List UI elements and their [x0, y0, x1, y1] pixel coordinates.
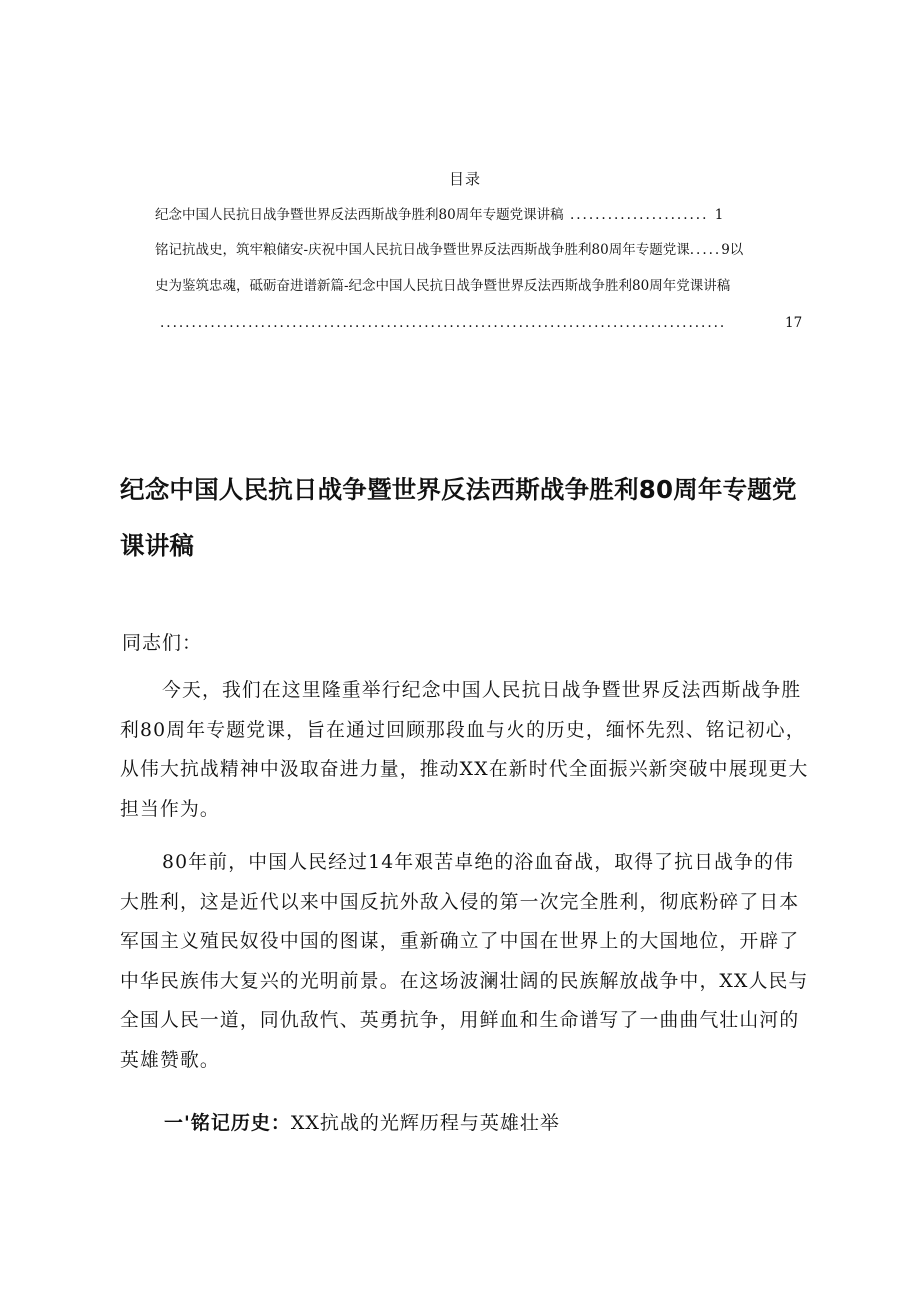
toc-entry-2[interactable] — [155, 240, 743, 260]
document-title: 纪念中国人民抗日战争暨世界反法西斯战争胜利80周年专题党课讲稿 — [120, 475, 797, 560]
toc-entry-text: 铭记抗战史，筑牢粮储安-庆祝中国人民抗日战争暨世界反法西斯战争胜利80周年专题党课 — [155, 242, 690, 258]
toc-entry-3-continued[interactable] — [160, 313, 805, 333]
toc-entry-text: 史为鉴筑忠魂，砥砺奋进谱新篇-纪念中国人民抗日战争暨世界反法西斯战争胜利80周年党课讲稿 — [155, 278, 731, 294]
toc-entry-text: 纪念中国人民抗日战争暨世界反法西斯战争胜利80周年专题党课讲稿 — [155, 207, 564, 223]
toc-leader-dots: .......................................................................................... — [160, 315, 727, 331]
body-paragraph: 今天，我们在这里隆重举行纪念中国人民抗日战争暨世界反法西斯战争胜利80周年专题党课，旨在通过回顾那段血与火的历史，缅怀先烈、铭记初心，从伟大抗战精神中汲取奋进力量，推动XX在新时代全面振兴新突破中展现更大担当作为。 — [120, 680, 809, 820]
toc-entry-1[interactable] — [155, 205, 723, 225]
toc-leader-dots: ...................... — [563, 207, 715, 223]
section-heading-prefix: 一'铭记历史： — [164, 1112, 291, 1134]
salutation: 同志们： — [122, 632, 203, 654]
toc-title: 目录 — [448, 170, 481, 188]
toc-page-number: 17 — [785, 315, 803, 331]
toc-page-number: 1 — [714, 207, 724, 223]
toc-leader-dots: ..... — [689, 242, 722, 258]
toc-entry-3[interactable] — [155, 276, 730, 296]
section-heading — [164, 1108, 560, 1135]
toc-page-number: 9以 — [721, 242, 744, 258]
body-paragraph: 80年前，中国人民经过14年艰苦卓绝的浴血奋战，取得了抗日战争的伟大胜利，这是近代以来中国反抗外敌入侵的第一次完全胜利，彻底粉碎了日本军国主义殖民奴役中国的图谋，重新确立了中国在世界上的大国地位，开辟了中华民族伟大复兴的光明前景。在这场波澜壮阔的民族解放战争中，XX人民与全国人民一道，同仇敌忾、英勇抗争，用鲜血和生命谱写了一曲曲气壮山河的英雄赞歌。 — [120, 852, 809, 1071]
section-heading-text: XX抗战的光辉历程与英雄壮举 — [290, 1112, 560, 1134]
